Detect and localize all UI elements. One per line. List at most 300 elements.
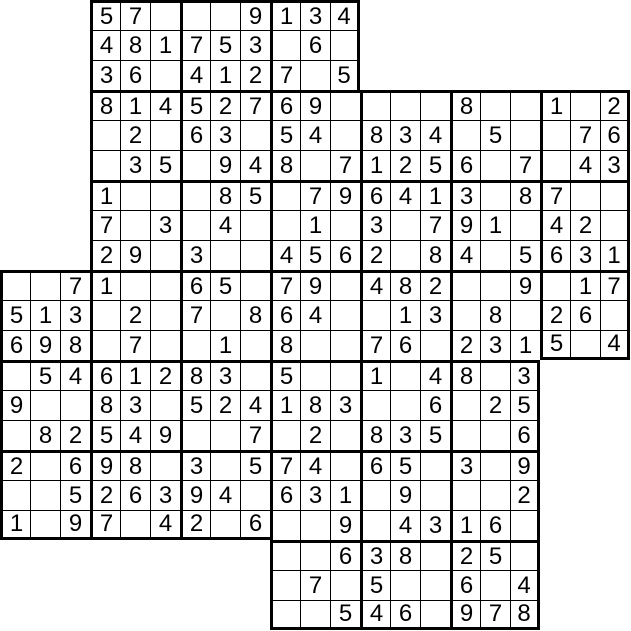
sudoku-cell-given: 7	[270, 450, 300, 480]
sudoku-cell-given: 3	[420, 300, 450, 330]
sudoku-cell-given: 8	[390, 270, 420, 300]
sudoku-cell-given: 4	[300, 120, 330, 150]
sudoku-cell-given: 7	[330, 150, 360, 180]
sudoku-cell-given: 5	[240, 180, 270, 210]
sudoku-cell-given: 2	[120, 120, 150, 150]
sudoku-cell-empty[interactable]	[600, 210, 630, 240]
sudoku-cell-given: 4	[420, 120, 450, 150]
sudoku-cell-given: 8	[480, 300, 510, 330]
sudoku-cell-given: 7	[600, 270, 630, 300]
sudoku-cell-given: 7	[480, 600, 510, 630]
sudoku-cell-empty[interactable]	[30, 450, 60, 480]
sudoku-cell-given: 4	[330, 0, 360, 30]
sudoku-cell-given: 1	[390, 300, 420, 330]
sudoku-cell-given: 2	[90, 480, 120, 510]
sudoku-cell-empty[interactable]	[360, 300, 390, 330]
sudoku-cell-given: 1	[420, 180, 450, 210]
sudoku-cell-given: 4	[120, 420, 150, 450]
sudoku-cell-empty[interactable]	[120, 510, 150, 540]
sudoku-cell-given: 8	[240, 300, 270, 330]
sudoku-cell-empty[interactable]	[210, 510, 240, 540]
sudoku-cell-given: 4	[390, 180, 420, 210]
sudoku-cell-empty[interactable]	[150, 180, 180, 210]
sudoku-cell-empty[interactable]	[390, 570, 420, 600]
sudoku-cell-given: 1	[30, 300, 60, 330]
sudoku-cell-given: 4	[90, 30, 120, 60]
sudoku-cell-empty[interactable]	[600, 300, 630, 330]
sudoku-cell-empty[interactable]	[450, 120, 480, 150]
sudoku-cell-given: 3	[300, 480, 330, 510]
sudoku-cell-empty[interactable]	[240, 270, 270, 300]
sudoku-cell-empty[interactable]	[450, 300, 480, 330]
sudoku-cell-empty[interactable]	[390, 210, 420, 240]
sudoku-cell-given: 6	[330, 240, 360, 270]
sudoku-cell-empty[interactable]	[480, 360, 510, 390]
sudoku-cell-given: 7	[180, 30, 210, 60]
sudoku-cell-given: 6	[390, 600, 420, 630]
sudoku-cell-given: 9	[330, 180, 360, 210]
sudoku-cell-given: 7	[90, 210, 120, 240]
sudoku-cell-empty[interactable]	[270, 510, 300, 540]
sudoku-cell-empty[interactable]	[270, 210, 300, 240]
sudoku-cell-given: 4	[600, 330, 630, 360]
sudoku-cell-given: 4	[210, 210, 240, 240]
sudoku-cell-empty[interactable]	[90, 330, 120, 360]
sudoku-cell-given: 8	[420, 240, 450, 270]
sudoku-cell-empty[interactable]	[210, 300, 240, 330]
sudoku-cell-given: 4	[450, 240, 480, 270]
sudoku-cell-given: 5	[60, 480, 90, 510]
sudoku-cell-given: 3	[180, 450, 210, 480]
sudoku-cell-empty[interactable]	[480, 570, 510, 600]
sudoku-cell-empty[interactable]	[270, 30, 300, 60]
sudoku-cell-empty[interactable]	[270, 420, 300, 450]
sudoku-cell-empty[interactable]	[240, 210, 270, 240]
sudoku-cell-empty[interactable]	[330, 570, 360, 600]
sudoku-cell-given: 8	[360, 120, 390, 150]
sudoku-cell-given: 8	[90, 390, 120, 420]
sudoku-cell-given: 6	[600, 120, 630, 150]
sudoku-cell-empty[interactable]	[330, 210, 360, 240]
sudoku-cell-empty[interactable]	[450, 270, 480, 300]
sudoku-cell-given: 5	[480, 120, 510, 150]
sudoku-cell-empty[interactable]	[330, 360, 360, 390]
sudoku-cell-given: 3	[360, 540, 390, 570]
sudoku-cell-given: 2	[300, 420, 330, 450]
sudoku-cell-empty[interactable]	[420, 600, 450, 630]
sudoku-cell-empty[interactable]	[120, 210, 150, 240]
sudoku-cell-given: 6	[270, 480, 300, 510]
sudoku-cell-empty[interactable]	[240, 360, 270, 390]
sudoku-cell-empty[interactable]	[180, 210, 210, 240]
sudoku-cell-given: 9	[0, 390, 30, 420]
sudoku-cell-given: 4	[540, 210, 570, 240]
sudoku-cell-empty[interactable]	[390, 360, 420, 390]
sudoku-cell-empty[interactable]	[270, 570, 300, 600]
sudoku-cell-given: 8	[90, 90, 120, 120]
sudoku-cell-given: 2	[240, 60, 270, 90]
sudoku-cell-empty[interactable]	[180, 420, 210, 450]
sudoku-cell-given: 7	[240, 90, 270, 120]
sudoku-cell-empty[interactable]	[0, 420, 30, 450]
sudoku-cell-given: 9	[240, 0, 270, 30]
sudoku-cell-given: 1	[120, 90, 150, 120]
sudoku-cell-given: 3	[240, 30, 270, 60]
sudoku-cell-empty[interactable]	[330, 90, 360, 120]
sudoku-cell-empty[interactable]	[510, 90, 540, 120]
sudoku-cell-empty[interactable]	[510, 300, 540, 330]
sudoku-cell-given: 3	[210, 360, 240, 390]
sudoku-cell-empty[interactable]	[300, 600, 330, 630]
sudoku-cell-given: 3	[60, 300, 90, 330]
sudoku-cell-empty[interactable]	[570, 330, 600, 360]
sudoku-cell-given: 4	[570, 150, 600, 180]
sudoku-cell-given: 3	[600, 150, 630, 180]
sudoku-cell-empty[interactable]	[30, 510, 60, 540]
sudoku-cell-empty[interactable]	[330, 300, 360, 330]
sudoku-cell-given: 7	[360, 330, 390, 360]
sudoku-cell-empty[interactable]	[540, 120, 570, 150]
sudoku-cell-empty[interactable]	[330, 330, 360, 360]
sudoku-cell-empty[interactable]	[330, 420, 360, 450]
sudoku-cell-given: 4	[240, 390, 270, 420]
sudoku-cell-given: 5	[480, 540, 510, 570]
sudoku-cell-given: 7	[270, 270, 300, 300]
sudoku-cell-empty[interactable]	[480, 420, 510, 450]
sudoku-cell-empty[interactable]	[330, 120, 360, 150]
sudoku-cell-empty[interactable]	[420, 90, 450, 120]
sudoku-cell-given: 3	[390, 120, 420, 150]
sudoku-cell-empty[interactable]	[510, 510, 540, 540]
sudoku-cell-empty[interactable]	[480, 450, 510, 480]
sudoku-cell-given: 3	[120, 150, 150, 180]
sudoku-cell-empty[interactable]	[240, 120, 270, 150]
sudoku-cell-empty[interactable]	[270, 600, 300, 630]
sudoku-cell-empty[interactable]	[180, 0, 210, 30]
sudoku-cell-given: 1	[570, 270, 600, 300]
sudoku-cell-given: 3	[360, 210, 390, 240]
sudoku-cell-empty[interactable]	[300, 510, 330, 540]
sudoku-cell-empty[interactable]	[300, 360, 330, 390]
sudoku-cell-given: 5	[240, 450, 270, 480]
sudoku-cell-empty[interactable]	[180, 330, 210, 360]
sudoku-cell-given: 9	[510, 450, 540, 480]
sudoku-cell-given: 8	[510, 600, 540, 630]
sudoku-cell-given: 6	[180, 270, 210, 300]
sudoku-cell-given: 4	[240, 150, 270, 180]
sudoku-cell-given: 8	[120, 30, 150, 60]
sudoku-cell-empty[interactable]	[540, 150, 570, 180]
sudoku-cell-given: 6	[540, 240, 570, 270]
sudoku-cell-given: 7	[510, 150, 540, 180]
sudoku-cell-given: 3	[480, 330, 510, 360]
sudoku-cell-empty[interactable]	[150, 330, 180, 360]
sudoku-cell-given: 8	[360, 420, 390, 450]
sudoku-cell-given: 2	[450, 330, 480, 360]
sudoku-cell-given: 8	[30, 420, 60, 450]
sudoku-cell-given: 1	[120, 360, 150, 390]
sudoku-cell-empty[interactable]	[420, 450, 450, 480]
sudoku-cell-given: 2	[180, 510, 210, 540]
sudoku-cell-given: 1	[300, 210, 330, 240]
sudoku-cell-empty[interactable]	[570, 90, 600, 120]
sudoku-cell-given: 9	[210, 150, 240, 180]
sudoku-cell-given: 5	[330, 60, 360, 90]
sudoku-cell-given: 3	[330, 390, 360, 420]
sudoku-cell-given: 5	[540, 330, 570, 360]
sudoku-cell-empty[interactable]	[150, 60, 180, 90]
sudoku-cell-empty[interactable]	[420, 480, 450, 510]
sudoku-cell-given: 4	[150, 510, 180, 540]
sudoku-cell-given: 5	[210, 270, 240, 300]
sudoku-cell-given: 1	[90, 180, 120, 210]
sudoku-cell-given: 5	[510, 240, 540, 270]
sudoku-cell-given: 7	[180, 300, 210, 330]
sudoku-cell-given: 1	[210, 330, 240, 360]
sudoku-cell-empty[interactable]	[330, 450, 360, 480]
sudoku-cell-given: 4	[300, 450, 330, 480]
sudoku-cell-given: 5	[270, 120, 300, 150]
sudoku-cell-given: 6	[270, 300, 300, 330]
sudoku-cell-given: 4	[390, 510, 420, 540]
sudoku-cell-empty[interactable]	[420, 540, 450, 570]
sudoku-cell-empty[interactable]	[150, 120, 180, 150]
sudoku-cell-empty[interactable]	[510, 120, 540, 150]
sudoku-cell-given: 1	[480, 210, 510, 240]
sudoku-cell-empty[interactable]	[240, 240, 270, 270]
sudoku-cell-empty[interactable]	[150, 390, 180, 420]
sudoku-cell-empty[interactable]	[270, 540, 300, 570]
sudoku-cell-empty[interactable]	[180, 150, 210, 180]
sudoku-cell-empty[interactable]	[360, 90, 390, 120]
sudoku-cell-given: 1	[600, 240, 630, 270]
sudoku-cell-given: 1	[360, 150, 390, 180]
sudoku-cell-given: 7	[540, 180, 570, 210]
sudoku-cell-given: 1	[0, 510, 30, 540]
sudoku-cell-given: 7	[90, 510, 120, 540]
sudoku-cell-empty[interactable]	[90, 300, 120, 330]
sudoku-cell-given: 2	[360, 240, 390, 270]
sudoku-cell-given: 6	[390, 330, 420, 360]
sudoku-cell-empty[interactable]	[390, 90, 420, 120]
sudoku-cell-given: 1	[450, 510, 480, 540]
sudoku-cell-given: 6	[450, 570, 480, 600]
sudoku-cell-empty[interactable]	[510, 540, 540, 570]
sudoku-cell-empty[interactable]	[390, 390, 420, 420]
sudoku-cell-empty[interactable]	[270, 180, 300, 210]
sudoku-cell-given: 4	[150, 90, 180, 120]
sudoku-cell-given: 2	[0, 450, 30, 480]
sudoku-cell-given: 5	[90, 420, 120, 450]
sudoku-cell-given: 5	[510, 390, 540, 420]
sudoku-cell-given: 9	[90, 450, 120, 480]
sudoku-cell-given: 9	[450, 210, 480, 240]
sudoku-cell-empty[interactable]	[480, 270, 510, 300]
sudoku-cell-given: 8	[390, 540, 420, 570]
sudoku-cell-empty[interactable]	[150, 300, 180, 330]
sudoku-cell-given: 6	[450, 150, 480, 180]
sudoku-cell-empty[interactable]	[330, 30, 360, 60]
sudoku-cell-empty[interactable]	[480, 90, 510, 120]
sudoku-cell-given: 8	[270, 150, 300, 180]
sudoku-cell-given: 6	[120, 480, 150, 510]
sudoku-cell-empty[interactable]	[300, 330, 330, 360]
sudoku-cell-empty[interactable]	[60, 390, 90, 420]
sudoku-cell-given: 9	[330, 510, 360, 540]
sudoku-cell-given: 3	[390, 420, 420, 450]
sudoku-cell-empty[interactable]	[210, 0, 240, 30]
sudoku-cell-empty[interactable]	[0, 480, 30, 510]
sudoku-cell-given: 4	[360, 270, 390, 300]
sudoku-cell-given: 2	[210, 90, 240, 120]
sudoku-cell-empty[interactable]	[300, 540, 330, 570]
sudoku-cell-given: 1	[540, 90, 570, 120]
sudoku-cell-empty[interactable]	[150, 270, 180, 300]
sudoku-cell-given: 5	[0, 300, 30, 330]
sudoku-cell-empty[interactable]	[480, 180, 510, 210]
sudoku-cell-empty[interactable]	[330, 270, 360, 300]
sudoku-cell-given: 8	[60, 330, 90, 360]
sudoku-cell-given: 4	[300, 300, 330, 330]
sudoku-cell-given: 2	[90, 240, 120, 270]
sudoku-cell-given: 5	[30, 360, 60, 390]
sudoku-cell-given: 7	[300, 180, 330, 210]
sudoku-cell-given: 2	[540, 300, 570, 330]
sudoku-cell-empty[interactable]	[210, 420, 240, 450]
sudoku-cell-given: 1	[150, 30, 180, 60]
sudoku-cell-empty[interactable]	[360, 510, 390, 540]
sudoku-cell-given: 2	[450, 540, 480, 570]
sudoku-cell-given: 5	[90, 0, 120, 30]
sudoku-cell-empty[interactable]	[570, 180, 600, 210]
sudoku-cell-given: 8	[300, 390, 330, 420]
sudoku-cell-given: 4	[180, 60, 210, 90]
sudoku-cell-given: 2	[600, 90, 630, 120]
sudoku-cell-given: 8	[120, 450, 150, 480]
sudoku-cell-given: 3	[450, 450, 480, 480]
sudoku-cell-empty[interactable]	[30, 270, 60, 300]
sudoku-cell-given: 4	[360, 600, 390, 630]
sudoku-cell-given: 7	[240, 420, 270, 450]
sudoku-cell-given: 5	[210, 30, 240, 60]
sudoku-cell-given: 9	[390, 480, 420, 510]
sudoku-cell-given: 5	[420, 150, 450, 180]
sudoku-cell-given: 5	[300, 240, 330, 270]
sudoku-cell-empty[interactable]	[540, 270, 570, 300]
sudoku-cell-empty[interactable]	[600, 180, 630, 210]
sudoku-cell-given: 5	[330, 600, 360, 630]
sudoku-cell-given: 9	[450, 600, 480, 630]
sudoku-cell-given: 3	[510, 360, 540, 390]
sudoku-cell-given: 2	[60, 420, 90, 450]
sudoku-cell-given: 1	[360, 360, 390, 390]
sudoku-cell-empty[interactable]	[480, 150, 510, 180]
sudoku-cell-given: 3	[450, 180, 480, 210]
sudoku-cell-given: 1	[510, 330, 540, 360]
sudoku-cell-given: 3	[180, 240, 210, 270]
sudoku-cell-empty[interactable]	[150, 0, 180, 30]
sudoku-cell-empty[interactable]	[450, 420, 480, 450]
sudoku-cell-given: 3	[90, 60, 120, 90]
sudoku-cell-given: 3	[120, 390, 150, 420]
sudoku-cell-empty[interactable]	[480, 240, 510, 270]
sudoku-cell-given: 1	[90, 270, 120, 300]
sudoku-cell-empty[interactable]	[360, 390, 390, 420]
sudoku-cell-given: 8	[180, 360, 210, 390]
sudoku-cell-given: 8	[210, 180, 240, 210]
sudoku-cell-given: 6	[120, 60, 150, 90]
sudoku-cell-empty[interactable]	[210, 450, 240, 480]
sudoku-cell-empty[interactable]	[240, 480, 270, 510]
sudoku-cell-given: 2	[120, 300, 150, 330]
sudoku-cell-empty[interactable]	[420, 570, 450, 600]
sudoku-cell-given: 9	[510, 270, 540, 300]
sudoku-cell-empty[interactable]	[30, 480, 60, 510]
sudoku-cell-given: 1	[270, 0, 300, 30]
sudoku-cell-given: 5	[270, 360, 300, 390]
sudoku-cell-empty[interactable]	[120, 270, 150, 300]
sudoku-cell-empty[interactable]	[390, 240, 420, 270]
sudoku-cell-given: 3	[150, 210, 180, 240]
sudoku-cell-given: 2	[480, 390, 510, 420]
sudoku-cell-given: 5	[390, 450, 420, 480]
sudoku-cell-empty[interactable]	[240, 330, 270, 360]
sudoku-cell-empty[interactable]	[450, 390, 480, 420]
sudoku-cell-empty[interactable]	[420, 330, 450, 360]
sudoku-cell-given: 8	[450, 90, 480, 120]
sudoku-cell-given: 6	[180, 120, 210, 150]
sudoku-cell-empty[interactable]	[120, 180, 150, 210]
sudoku-cell-given: 7	[120, 330, 150, 360]
sudoku-cell-given: 6	[330, 540, 360, 570]
sudoku-cell-empty[interactable]	[180, 180, 210, 210]
sudoku-cell-empty[interactable]	[90, 120, 120, 150]
sudoku-cell-given: 3	[420, 510, 450, 540]
sudoku-cell-empty[interactable]	[30, 390, 60, 420]
sudoku-cell-empty[interactable]	[300, 150, 330, 180]
sudoku-cell-given: 7	[270, 60, 300, 90]
sudoku-cell-empty[interactable]	[0, 360, 30, 390]
sudoku-cell-given: 6	[300, 30, 330, 60]
sudoku-cell-given: 4	[420, 360, 450, 390]
sudoku-cell-given: 3	[210, 120, 240, 150]
sudoku-cell-given: 2	[510, 480, 540, 510]
sudoku-cell-given: 7	[300, 570, 330, 600]
sudoku-cell-given: 3	[570, 240, 600, 270]
sudoku-cell-given: 6	[90, 360, 120, 390]
sudoku-cell-empty[interactable]	[300, 60, 330, 90]
sudoku-cell-empty[interactable]	[450, 480, 480, 510]
sudoku-cell-given: 6	[270, 90, 300, 120]
sudoku-cell-given: 5	[180, 390, 210, 420]
sudoku-cell-empty[interactable]	[360, 480, 390, 510]
sudoku-cell-given: 2	[210, 390, 240, 420]
sudoku-cell-given: 6	[570, 300, 600, 330]
sudoku-cell-given: 6	[0, 330, 30, 360]
sudoku-cell-empty[interactable]	[210, 240, 240, 270]
sudoku-cell-given: 5	[360, 570, 390, 600]
sudoku-cell-given: 6	[360, 450, 390, 480]
sudoku-cell-given: 2	[420, 270, 450, 300]
sudoku-cell-empty[interactable]	[0, 270, 30, 300]
sudoku-cell-empty[interactable]	[480, 480, 510, 510]
sudoku-cell-empty[interactable]	[150, 450, 180, 480]
sudoku-cell-empty[interactable]	[510, 210, 540, 240]
sudoku-cell-given: 2	[390, 150, 420, 180]
sudoku-cell-given: 4	[270, 240, 300, 270]
sudoku-cell-empty[interactable]	[150, 240, 180, 270]
sudoku-cell-empty[interactable]	[90, 150, 120, 180]
